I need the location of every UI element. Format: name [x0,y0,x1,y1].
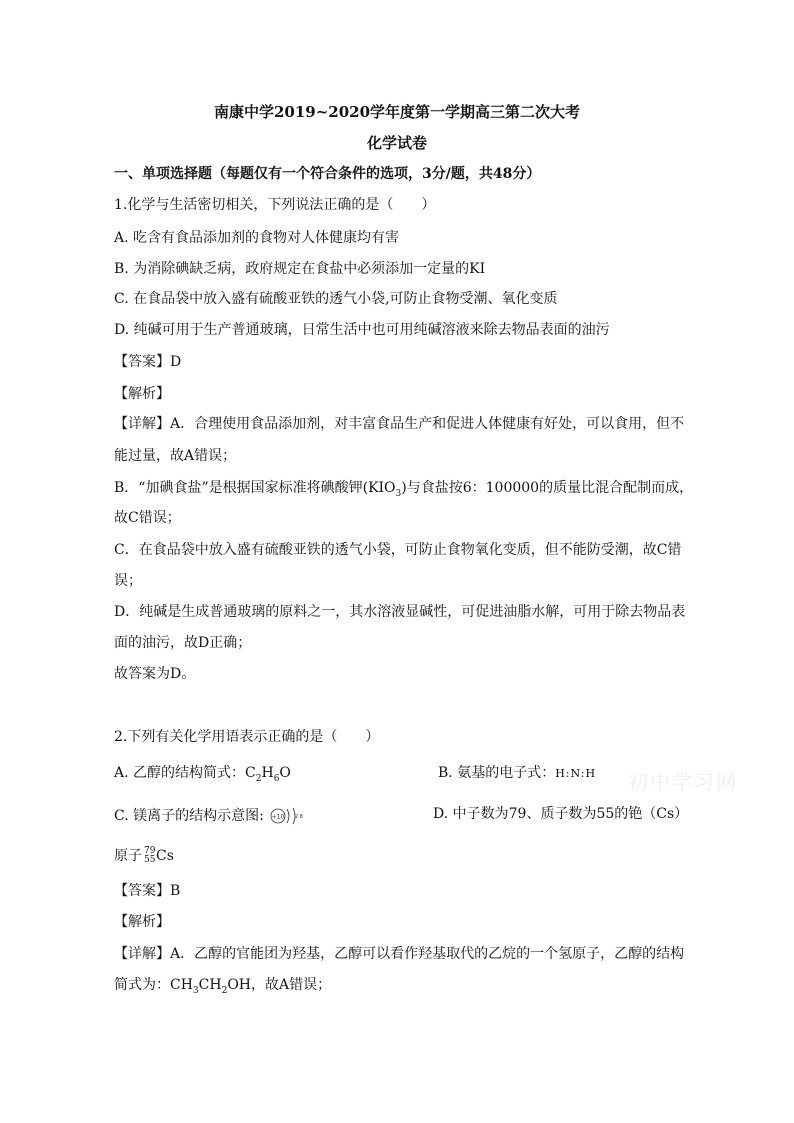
explanation-text: )与食盐按6：100000的质量比混合配制而成， [401,480,694,496]
electron-shells: 2 8 [295,814,304,820]
question-1-option-a: A. 吃含有食品添加剂的食物对人体健康均有害 [114,230,400,246]
option-text: O [279,765,291,781]
question-2-option-b [438,763,596,784]
option-text: H [261,765,274,781]
document-subtitle: 化学试卷 [366,134,427,152]
nuclide-notation [142,846,156,866]
question-2-explanation-line: 【详解】A．乙醇的官能团为羟基，乙醇可以看作羟基取代的乙烷的一个氢原子，乙醇的结构 [114,946,685,962]
question-1-analysis-label: 【解析】 [114,386,170,402]
explanation-text: B．“加碘食盐”是根据国家标准将碘酸钾(KIO [114,480,396,496]
question-1-explanation-line: 误； [114,573,142,589]
mass-number: 79 [144,846,156,856]
question-2-option-d-cont [114,846,174,866]
electron-formula: H:N:H [555,767,597,780]
subscript: 2 [255,773,262,784]
explanation-text: CH [198,977,222,993]
document-title: 南康中学2019~2020学年度第一学期高三第二次大考 [213,103,581,121]
explanation-text: OH，故A错误； [227,977,332,993]
question-1-explanation-line: 面的油污，故D正确； [114,635,252,651]
atomic-number: 55 [144,855,156,865]
question-2-answer: 【答案】B [114,883,181,899]
option-text: 原子 [114,848,142,864]
question-1-option-c: C. 在食品袋中放入盛有硫酸亚铁的透气小袋,可防止食物受潮、氧化变质 [114,291,558,307]
question-2-option-c [114,804,304,828]
question-1-explanation-line [114,478,693,504]
question-2-option-a [114,763,291,789]
question-2-analysis-label: 【解析】 [114,914,170,930]
question-1-explanation-line: 故C错误； [114,510,181,526]
question-1-explanation-line: 故答案为D。 [114,666,196,682]
watermark: 初中学习网 [628,770,738,794]
question-1-explanation-line: D．纯碱是生成普通玻璃的原料之一，其水溶液显碱性，可促进油脂水解，可用于除去物品表 [114,604,686,620]
question-1-option-d: D. 纯碱可用于生产普通玻璃，日常生活中也可用纯碱溶液来除去物品表面的油污 [114,322,610,338]
question-2-stem: 2.下列有关化学用语表示正确的是（ ） [114,729,380,745]
nucleus-charge: +10 [271,813,285,821]
option-text: A. 乙醇的结构简式：C [114,765,256,781]
question-2-explanation-line [114,975,331,1001]
magnesium-ion-diagram [268,804,304,828]
question-1-explanation-line: 能过量，故A错误； [114,448,237,464]
element-symbol: Cs [156,848,174,864]
question-1-stem: 1.化学与生活密切相关，下列说法正确的是（ ） [114,197,436,213]
question-2-option-d: D. 中子数为79、质子数为55的铯（Cs） [433,806,689,822]
section-heading: 一、单项选择题（每题仅有一个符合条件的选项，3分/题，共48分） [114,166,541,182]
option-text: B. 氨基的电子式： [438,765,556,781]
question-1-answer: 【答案】D [114,354,182,370]
subscript: 3 [192,985,199,996]
question-1-explanation-line: 【详解】A．合理使用食品添加剂，对丰富食品生产和促进人体健康有好处，可以食用，但不 [114,416,685,432]
option-text: C. 镁离子的结构示意图: [114,808,264,824]
question-1-explanation-line: C．在食品袋中放入盛有硫酸亚铁的透气小袋，可防止食物氧化变质，但不能防受潮，故C错 [114,542,682,558]
explanation-text: 简式为：CH [114,977,193,993]
subscript: 2 [221,985,228,996]
question-1-option-b: B. 为消除碘缺乏病，政府规定在食盐中必须添加一定量的KI [114,261,486,277]
subscript: 3 [395,488,402,499]
subscript: 6 [273,773,280,784]
